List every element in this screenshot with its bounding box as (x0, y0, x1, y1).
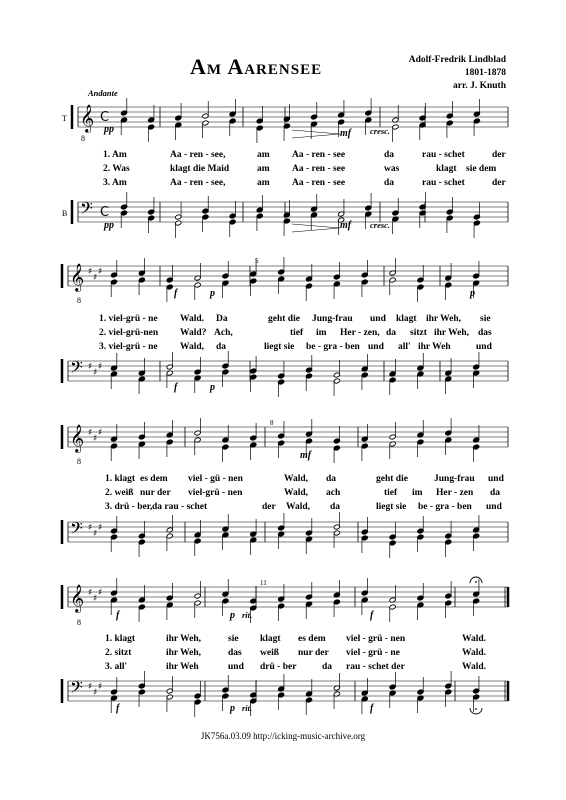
lyric-syllable: ihr Weh, (434, 328, 470, 338)
lyric-syllable: am (257, 164, 270, 174)
lyric-syllable: rau - schet der (346, 662, 405, 672)
tempo-marking: Andante (88, 88, 118, 98)
lyric-syllable: der (262, 502, 276, 512)
sharp-icon: ♯ (88, 682, 93, 692)
lyric-syllable: der (492, 150, 506, 160)
lyric-syllable: da (322, 662, 333, 672)
sharp-icon: ♯ (98, 428, 103, 438)
lyric-syllable: und (488, 474, 504, 484)
dynamic-marking: mf (340, 220, 352, 231)
lyric-syllable: Wald, (180, 342, 205, 352)
sharp-icon: ♯ (93, 688, 98, 698)
lyric-syllable: nur der (298, 648, 329, 658)
sharp-icon: ♯ (98, 362, 103, 372)
sharp-icon: ♯ (98, 267, 103, 277)
lyric-syllable: Wald? (180, 328, 207, 338)
lyric-syllable: liegt sie (264, 342, 295, 352)
lyric-syllable: geht die (376, 474, 408, 484)
lyric-syllable: ihr Weh (418, 342, 451, 352)
lyric-syllable: 2. weiß (105, 488, 134, 498)
lyric-syllable: 2. sitzt (105, 648, 132, 658)
lyric-syllable: 3. drü - ber, (105, 502, 153, 512)
lyric-syllable: Da (216, 314, 228, 324)
dynamic-marking: f (116, 610, 120, 621)
lyric-syllable: ihr Weh, (166, 634, 202, 644)
lyric-syllable: 2. viel-grü-nen (99, 328, 159, 338)
lyric-syllable: viel - gü - nen (188, 474, 243, 484)
lyric-syllable: da (384, 178, 395, 188)
bass-clef-icon: 𝄢 (80, 198, 93, 222)
lyric-syllable: und (486, 502, 502, 512)
lyric-syllable: Aa - ren - see, (170, 150, 226, 160)
lyric-syllable: im (316, 328, 327, 338)
dynamic-marking: f (370, 703, 374, 714)
dynamic-marking: p (230, 610, 235, 621)
treble-clef-icon: 𝄞 (70, 263, 85, 291)
octave-mark: 8 (77, 296, 81, 305)
dynamic-marking: p (230, 703, 235, 714)
lyric-syllable: Wald. (462, 648, 487, 658)
lyric-syllable: Wald. (180, 314, 205, 324)
lyric-syllable: sie dem (466, 164, 497, 174)
lyric-syllable: Jung-frau (312, 314, 353, 324)
lyric-syllable: rau - schet (422, 178, 465, 188)
lyric-syllable: 3. all' (105, 662, 128, 672)
lyric-syllable: klagt (436, 164, 457, 174)
lyric-syllable: der (492, 178, 506, 188)
lyric-syllable: 1. viel-grü - ne (99, 314, 158, 324)
dynamic-marking: f (174, 382, 178, 393)
time-signature: C (100, 110, 110, 125)
lyric-syllable: Aa - ren - see (292, 164, 346, 174)
song-title: Am Aarensee (190, 54, 323, 79)
dynamic-marking: f (370, 610, 374, 621)
bass-clef-icon: 𝄢 (70, 518, 83, 542)
dynamic-marking: cresc. (370, 126, 391, 136)
lyric-syllable: am (257, 150, 270, 160)
lyric-syllable: tief (290, 328, 304, 338)
lyric-syllable: Wald, (284, 488, 309, 498)
lyric-syllable: und (476, 342, 492, 352)
dynamic-marking: mf (300, 450, 312, 461)
lyric-syllable: Wald, (286, 502, 311, 512)
lyric-syllable: viel - grü - ne (346, 648, 400, 658)
lyric-syllable: nur der (140, 488, 171, 498)
lyric-syllable: da (326, 474, 337, 484)
bass-clef-icon: 𝄢 (70, 677, 83, 701)
measure-number: 8 (270, 419, 274, 427)
lyric-syllable: liegt sie (376, 502, 407, 512)
sharp-icon: ♯ (93, 273, 98, 283)
fermata-icon (475, 708, 477, 710)
lyric-syllable: Aa - ren - see (292, 178, 346, 188)
sharp-icon: ♯ (98, 588, 103, 598)
lyric-syllable: ihr Weh, (426, 314, 462, 324)
lyric-syllable: drü - ber (260, 662, 297, 672)
composer-dates: 1801-1878 (464, 68, 506, 78)
dynamic-marking: rit. (242, 703, 253, 713)
lyric-syllable: das (478, 328, 492, 338)
lyric-syllable: da (384, 150, 395, 160)
lyric-syllable: geht die (268, 314, 300, 324)
dynamic-marking: cresc. (370, 220, 391, 230)
sharp-icon: ♯ (88, 523, 93, 533)
dynamic-marking: p (210, 288, 215, 299)
lyric-syllable: das (228, 648, 242, 658)
lyric-syllable: da (490, 488, 501, 498)
lyric-syllable: sie (228, 634, 239, 644)
lyric-syllable: Her - zen, (340, 328, 380, 338)
dynamic-marking: f (174, 288, 178, 299)
lyric-syllable: be - gra - ben (306, 342, 360, 352)
footer-catalog-url: JK756a.03.09 http://icking-music-archive.org (200, 731, 366, 741)
lyric-syllable: und (228, 662, 244, 672)
lyric-syllable: Wald. (462, 634, 487, 644)
lyric-syllable: weiß (260, 648, 279, 658)
lyric-syllable: be - gra - ben (418, 502, 472, 512)
lyric-syllable: rau - schet (422, 150, 465, 160)
lyric-syllable: viel - grü - nen (346, 634, 406, 644)
lyric-syllable: es dem (140, 474, 168, 484)
bass-clef-icon: 𝄢 (70, 357, 83, 381)
crescendo-hairpin (292, 224, 340, 232)
fermata-icon (475, 581, 477, 583)
dynamic-marking: mf (340, 128, 352, 139)
lyric-syllable: im (412, 488, 423, 498)
lyric-syllable: Wald. (462, 662, 487, 672)
lyric-syllable: Aa - ren - see, (170, 178, 226, 188)
sharp-icon: ♯ (93, 529, 98, 539)
lyric-syllable: ihr Weh (166, 662, 199, 672)
composer-name: Adolf-Fredrik Lindblad (408, 55, 506, 65)
crescendo-hairpin (292, 130, 340, 138)
lyric-syllable: Wald, (284, 474, 309, 484)
lyric-syllable: und (368, 342, 384, 352)
treble-clef-icon: 𝄞 (70, 424, 85, 452)
lyric-syllable: und (370, 314, 386, 324)
sharp-icon: ♯ (93, 434, 98, 444)
octave-mark: 8 (77, 457, 81, 466)
lyric-syllable: klagt die Maid (170, 164, 230, 174)
treble-clef-icon: 𝄞 (70, 584, 85, 612)
lyric-syllable: Aa - ren - see (292, 150, 346, 160)
treble-clef-icon: 𝄞 (80, 104, 95, 132)
measure-number: 5 (255, 257, 259, 265)
octave-mark: 8 (81, 134, 85, 143)
sharp-icon: ♯ (88, 428, 93, 438)
dynamic-marking: pp (104, 220, 114, 231)
lyric-syllable: ihr Weh, (166, 648, 202, 658)
lyric-syllable: all' (398, 342, 411, 352)
lyric-syllable: Ach, (214, 328, 233, 338)
sharp-icon: ♯ (93, 368, 98, 378)
lyric-syllable: sie (480, 314, 491, 324)
lyric-syllable: sitzt (410, 328, 427, 338)
sharp-icon: ♯ (88, 362, 93, 372)
lyric-syllable: da rau - schet (152, 502, 208, 512)
dynamic-marking: p (210, 382, 215, 393)
lyric-syllable: es dem (298, 634, 326, 644)
measure-number: 11 (260, 579, 267, 587)
lyric-syllable: klagt (260, 634, 281, 644)
time-signature: C (100, 205, 110, 220)
lyric-syllable: da (330, 502, 341, 512)
sharp-icon: ♯ (98, 682, 103, 692)
lyric-syllable: 2. Was (103, 164, 130, 174)
lyric-syllable: ach (326, 488, 341, 498)
voice-label-bass: B (62, 209, 68, 218)
lyric-syllable: tief (384, 488, 398, 498)
octave-mark: 8 (77, 618, 81, 627)
lyric-syllable: 3. Am (103, 178, 127, 188)
sharp-icon: ♯ (93, 594, 98, 604)
dynamic-marking: p (470, 288, 475, 299)
lyric-syllable: klagt (396, 314, 417, 324)
lyric-syllable: 1. Am (103, 150, 127, 160)
sharp-icon: ♯ (88, 267, 93, 277)
lyric-syllable: am (257, 178, 270, 188)
sharp-icon: ♯ (98, 523, 103, 533)
sharp-icon: ♯ (88, 588, 93, 598)
dynamic-marking: f (116, 703, 120, 714)
lyric-syllable: Jung-frau (434, 474, 475, 484)
lyric-syllable: viel-grü - nen (188, 488, 243, 498)
lyric-syllable: da (386, 328, 397, 338)
arranger: arr. J. Knuth (453, 81, 506, 91)
dynamic-marking: pp (104, 124, 114, 135)
lyric-syllable: Her - zen (436, 488, 474, 498)
dynamic-marking: rit. (242, 610, 253, 620)
lyric-syllable: 1. klagt (105, 474, 136, 484)
lyric-syllable: 3. viel-grü - ne (99, 342, 158, 352)
lyric-syllable: was (384, 164, 400, 174)
lyric-syllable: da (216, 342, 227, 352)
lyric-syllable: 1. klagt (105, 634, 136, 644)
voice-label-tenor: T (62, 114, 67, 123)
